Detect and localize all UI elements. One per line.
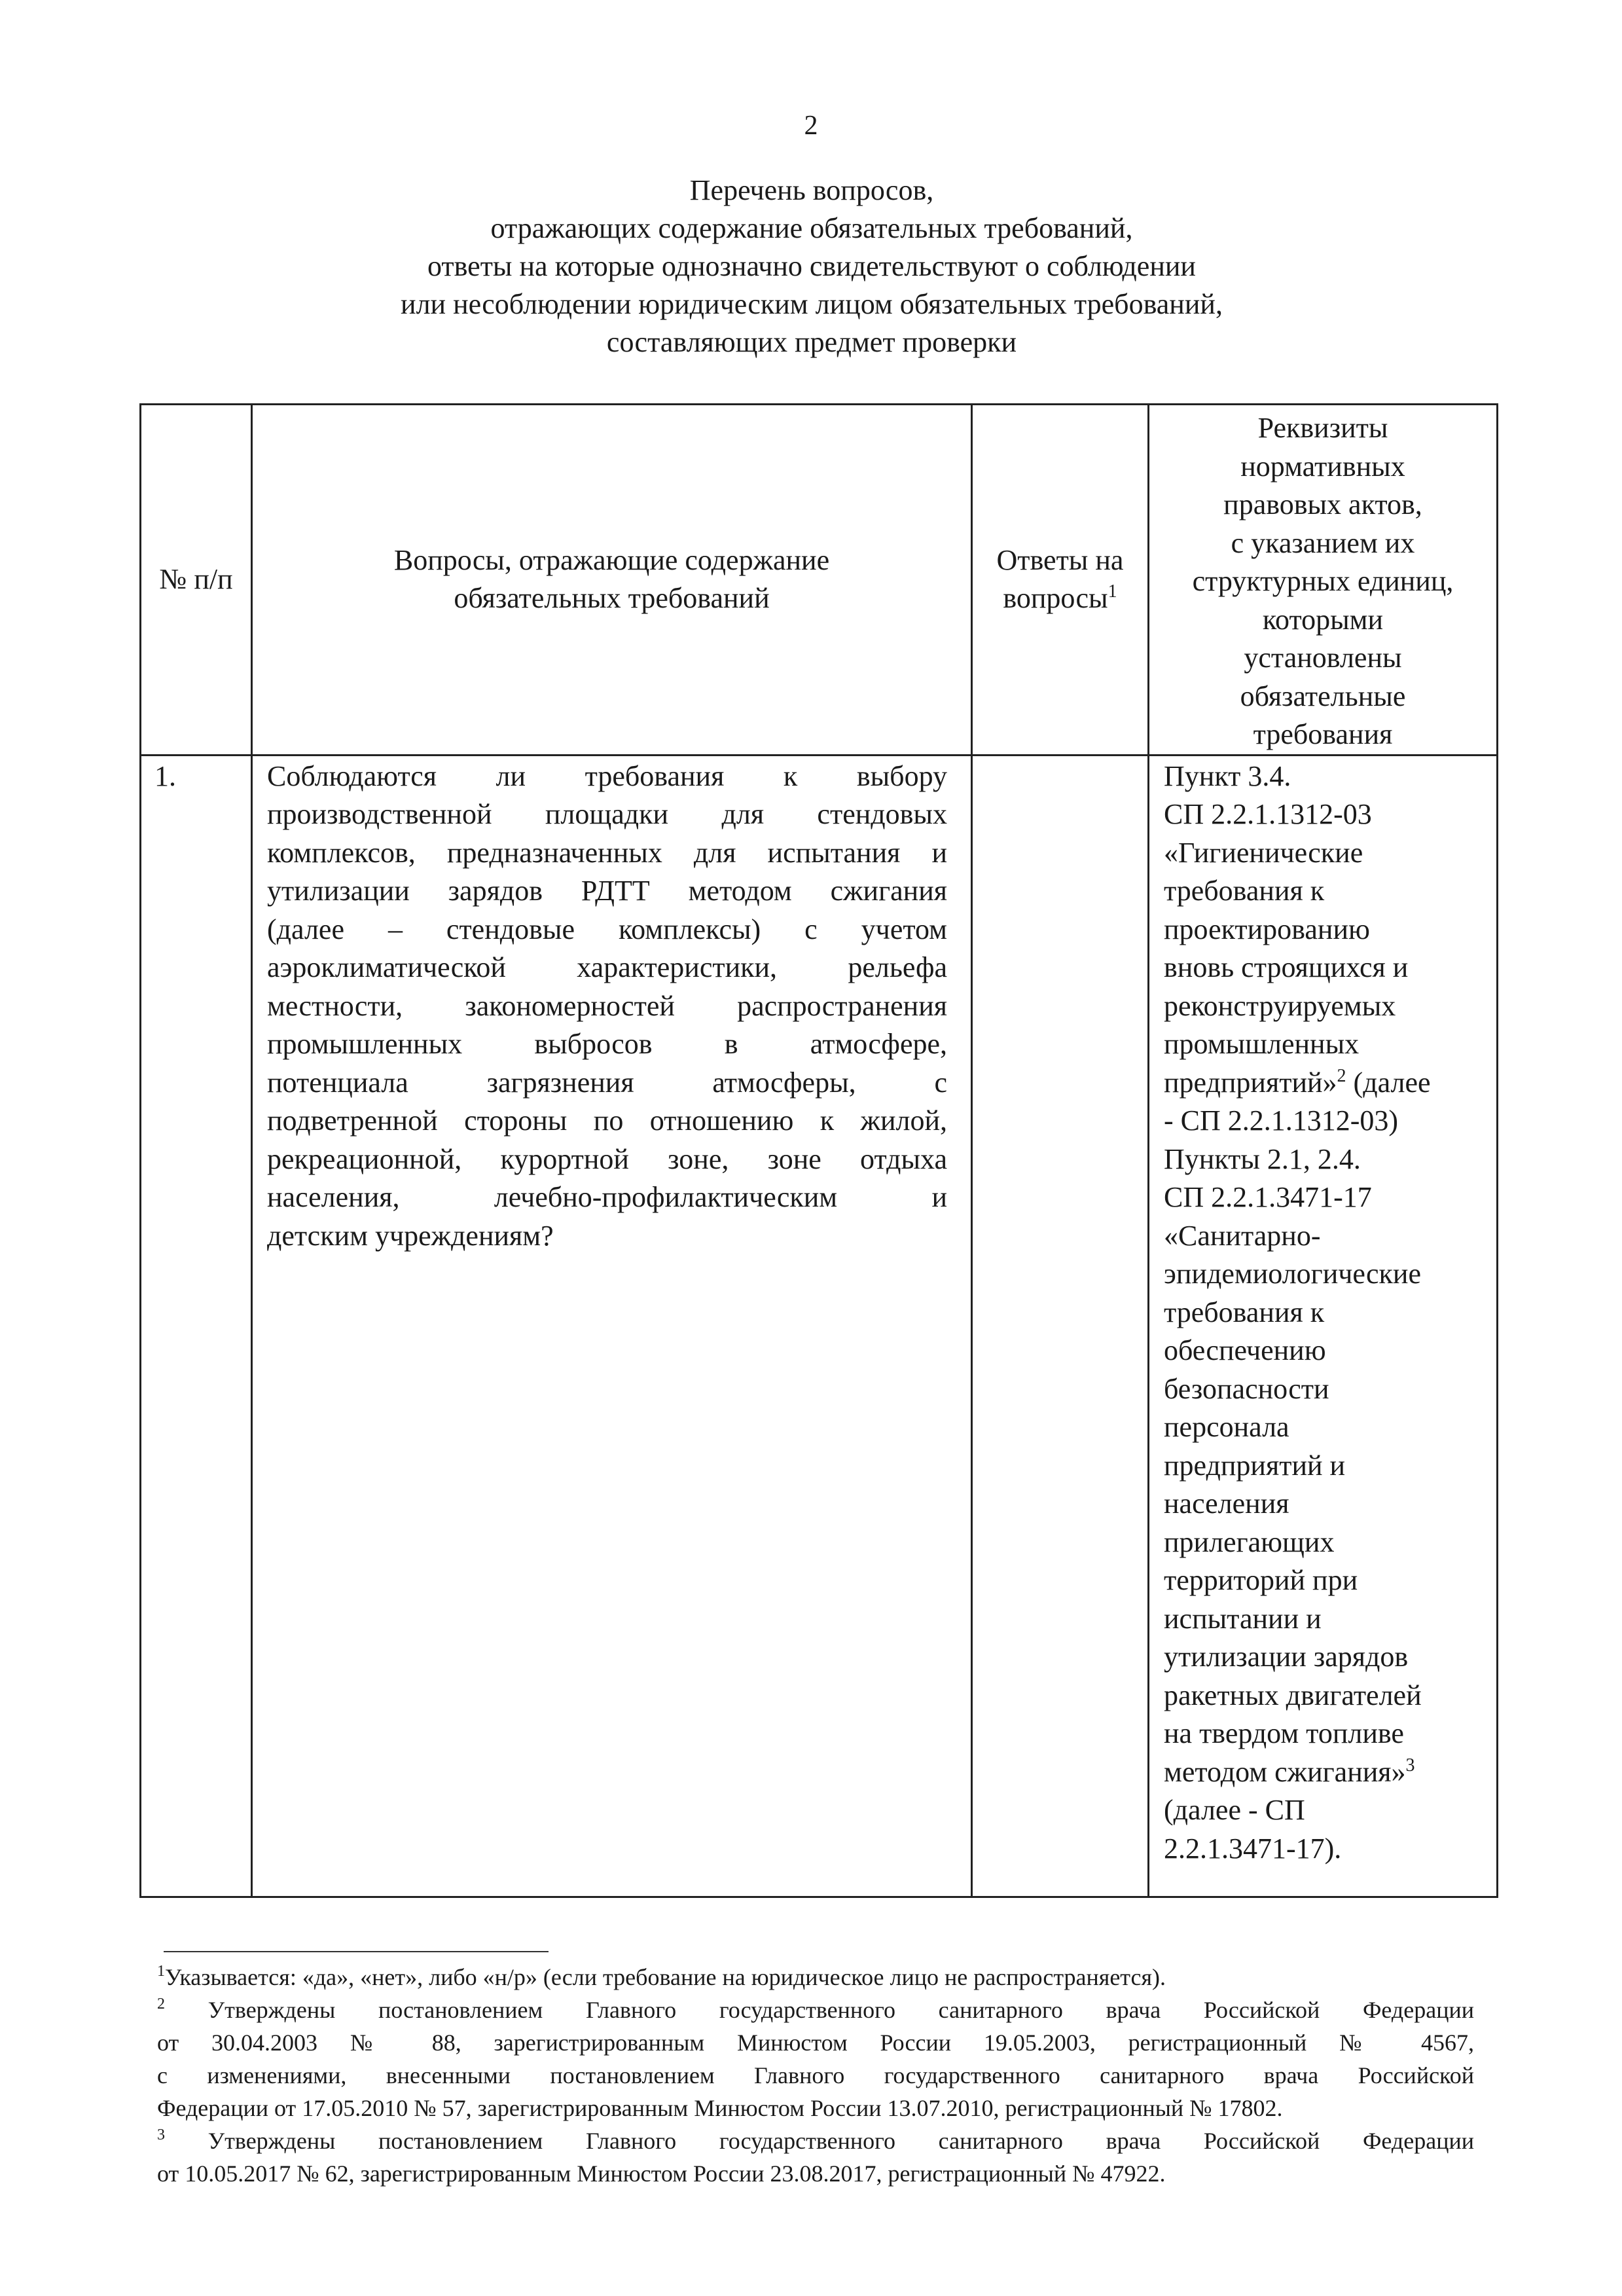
question-line: Соблюдаются ли требования к выбору [267, 759, 947, 792]
footnote-ref: 1 [1108, 581, 1117, 602]
heading-line: составляющих предмет проверки [606, 326, 1017, 358]
header-question-line: обязательных требований [454, 582, 770, 615]
footnote-marker: 3 [157, 2126, 165, 2143]
row-question-cell [252, 755, 972, 1897]
header-requisites-line: структурных единиц, [1192, 565, 1454, 597]
footnote-line [157, 2124, 1474, 2157]
footnote-marker: 2 [157, 1995, 165, 2013]
requisites-line: населения [1164, 1487, 1289, 1520]
row-answer-cell [972, 755, 1149, 1897]
heading-line: или несоблюдении юридическим лицом обязательных требований, [401, 288, 1223, 320]
question-line: рекреационной, курортной зоне, зоне отдыха [267, 1142, 947, 1175]
requisites-line: СП 2.2.1.3471-17 [1164, 1181, 1372, 1213]
requisites-line-with-ref [1164, 1064, 1483, 1102]
requisites-line: территорий при [1164, 1564, 1358, 1596]
requisites-line: (далее - СП [1164, 1794, 1305, 1826]
requisites-text: (далее [1346, 1066, 1431, 1099]
footnotes [157, 1961, 1474, 2190]
header-requisites-line: требования [1253, 718, 1393, 750]
footnote [157, 1961, 1474, 1994]
footnote-line: от 30.04.2003 № 88, зарегистрированным Минюстом России 19.05.2003, регистрационный № 4567, [157, 2030, 1474, 2056]
requisites-line: требования к [1164, 1296, 1325, 1328]
requisites-text: предприятий» [1164, 1066, 1337, 1099]
header-answers-line2 [973, 579, 1147, 618]
requisites-line: требования к [1164, 875, 1325, 907]
row-number-cell [141, 755, 252, 1897]
header-requisites-line: обязательные [1240, 680, 1406, 712]
header-answers-text: вопросы [1003, 582, 1108, 615]
header-requisites-line: которыми [1262, 603, 1384, 636]
requisites-line: промышленных [1164, 1028, 1360, 1060]
requisites-line: обеспечению [1164, 1334, 1326, 1366]
document-heading [196, 172, 1427, 361]
header-requisites-line: Реквизиты [1257, 412, 1388, 444]
heading-line: отражающих содержание обязательных требований, [490, 212, 1133, 244]
header-requisites-line: с указанием их [1231, 526, 1415, 559]
header-answers [972, 405, 1149, 756]
page-number: 2 [804, 111, 818, 141]
requisites-line: «Санитарно- [1164, 1219, 1321, 1252]
footnote-divider [164, 1951, 549, 1952]
table-row [141, 755, 1498, 1897]
requisites-line: безопасности [1164, 1372, 1329, 1405]
header-requisites-line: нормативных [1240, 450, 1405, 483]
checklist-table [139, 403, 1498, 1898]
footnote-line: Федерации от 17.05.2010 № 57, зарегистрированным Минюстом России 13.07.2010, регистрационный № 17802. [157, 2095, 1283, 2121]
requisites-line-with-ref [1164, 1753, 1483, 1792]
header-requisites-line: правовых актов, [1223, 488, 1422, 520]
footnote-line [157, 1961, 1474, 1994]
requisites-line: проектированию [1164, 913, 1370, 945]
footnote [157, 2124, 1474, 2190]
footnote [157, 1994, 1474, 2124]
header-requisites-line: установлены [1244, 642, 1402, 674]
footnote-ref: 2 [1337, 1065, 1346, 1086]
question-line: комплексов, предназначенных для испытания и [267, 836, 947, 869]
header-question-line: Вопросы, отражающие содержание [393, 543, 830, 576]
requisites-line: эпидемиологические [1164, 1258, 1421, 1290]
header-number [141, 405, 252, 756]
requisites-line: - СП 2.2.1.1312-03) [1164, 1104, 1399, 1137]
question-line: производственной площадки для стендовых [267, 798, 947, 830]
requisites-line: персонала [1164, 1411, 1289, 1443]
footnote-line [157, 1994, 1474, 2026]
requisites-line: СП 2.2.1.1312-03 [1164, 798, 1372, 830]
footnote-text: Утверждены постановлением Главного государственного санитарного врача Российской Федерации [165, 2128, 1474, 2154]
footnote-text: Указывается: «да», «нет», либо «н/р» (если требование на юридическое лицо не распространяется). [165, 1964, 1166, 1990]
footnote-marker: 1 [157, 1963, 165, 1980]
footnote-ref: 3 [1405, 1755, 1415, 1776]
header-answers-line: Ответы на [996, 543, 1124, 576]
question-line: подветренной стороны по отношению к жилой, [267, 1104, 947, 1137]
footnote-text: Утверждены постановлением Главного государственного санитарного врача Российской Федерации [165, 1997, 1474, 2023]
requisites-line: утилизации зарядов [1164, 1641, 1409, 1673]
requisites-line: испытании и [1164, 1602, 1322, 1635]
question-line: утилизации зарядов РДТТ методом сжигания [267, 875, 947, 907]
requisites-line: предприятий и [1164, 1449, 1346, 1482]
requisites-line: на твердом топливе [1164, 1717, 1404, 1749]
requisites-line: Пункты 2.1, 2.4. [1164, 1142, 1361, 1175]
header-question [252, 405, 972, 756]
question-line: аэроклиматической характеристики, рельефа [267, 951, 947, 983]
question-line: детским учреждениям? [267, 1219, 554, 1252]
requisites-line: ракетных двигателей [1164, 1679, 1422, 1711]
requisites-line: вновь строящихся и [1164, 951, 1409, 983]
header-number-label: № п/п [159, 563, 233, 595]
footnote-line: от 10.05.2017 № 62, зарегистрированным Минюстом России 23.08.2017, регистрационный № 47922. [157, 2160, 1166, 2187]
requisites-line: 2.2.1.3471-17). [1164, 1832, 1342, 1865]
requisites-line: реконструируемых [1164, 989, 1396, 1022]
row-requisites-cell [1149, 755, 1498, 1897]
footnote-line: с изменениями, внесенными постановлением Главного государственного санитарного врача Российской [157, 2062, 1474, 2088]
question-line: местности, закономерностей распространения [267, 989, 947, 1022]
heading-line: ответы на которые однозначно свидетельствуют о соблюдении [427, 250, 1196, 282]
requisites-line: «Гигиенические [1164, 836, 1363, 869]
requisites-text: методом сжигания» [1164, 1755, 1406, 1788]
row-number: 1. [154, 759, 176, 792]
question-line: промышленных выбросов в атмосфере, [267, 1028, 947, 1060]
requisites-line: Пункт 3.4. [1164, 759, 1291, 792]
heading-line: Перечень вопросов, [689, 174, 934, 206]
header-requisites [1149, 405, 1498, 756]
requisites-line: прилегающих [1164, 1525, 1335, 1558]
question-line: потенциала загрязнения атмосферы, с [267, 1066, 947, 1099]
table-header-row [141, 405, 1498, 756]
question-line: (далее – стендовые комплексы) с учетом [267, 913, 947, 945]
question-line: населения, лечебно-профилактическим и [267, 1181, 947, 1213]
